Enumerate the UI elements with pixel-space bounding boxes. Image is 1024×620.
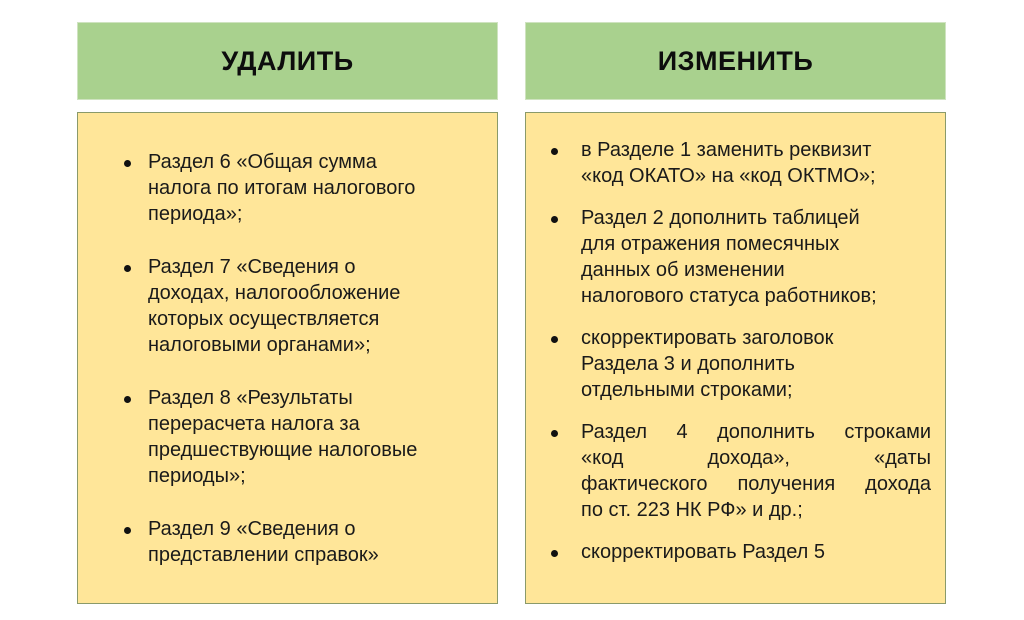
change-column bbox=[525, 22, 946, 563]
bullet-icon bbox=[551, 550, 558, 557]
list-item bbox=[581, 205, 931, 309]
change-list bbox=[581, 137, 931, 581]
delete-list bbox=[148, 149, 483, 595]
list-item-line: скорректировать Раздел 5 bbox=[581, 541, 826, 563]
list-item-line: Раздел 6 «Общая сумма bbox=[148, 151, 377, 173]
list-item-line: скорректировать заголовок bbox=[581, 327, 834, 349]
bullet-icon bbox=[551, 336, 558, 343]
list-item-line: Раздел 9 «Сведения о bbox=[148, 518, 356, 540]
list-item bbox=[148, 385, 483, 489]
delete-content-box bbox=[77, 112, 498, 604]
change-content-box bbox=[525, 112, 946, 604]
bullet-icon bbox=[124, 396, 131, 403]
list-item-line: в Разделе 1 заменить реквизит bbox=[581, 139, 872, 161]
list-item-line: налогового статуса работников; bbox=[581, 285, 877, 307]
list-item-line: фактического получения дохода bbox=[581, 473, 931, 495]
list-item-line: «код ОКАТО» на «код ОКТМО»; bbox=[581, 165, 876, 187]
list-item-line: доходах, налогообложение bbox=[148, 282, 401, 304]
list-item-line: Раздела 3 и дополнить bbox=[581, 353, 795, 375]
list-item bbox=[148, 516, 483, 568]
list-item-line: налоговыми органами»; bbox=[148, 334, 371, 356]
list-item-line: «код дохода», «даты bbox=[581, 447, 931, 469]
delete-header bbox=[77, 22, 498, 100]
change-title: ИЗМЕНИТЬ bbox=[657, 45, 814, 76]
list-item bbox=[581, 137, 931, 189]
bullet-icon bbox=[551, 148, 558, 155]
list-item bbox=[148, 254, 483, 358]
list-item bbox=[581, 325, 931, 403]
bullet-icon bbox=[551, 430, 558, 437]
list-item-line: данных об изменении bbox=[581, 259, 785, 281]
list-item-line: Раздел 4 дополнить строками bbox=[581, 421, 931, 443]
list-item-line: по ст. 223 НК РФ» и др.; bbox=[581, 499, 803, 521]
list-item-line: отдельными строками; bbox=[581, 379, 793, 401]
list-item bbox=[581, 419, 931, 523]
list-item-line: для отражения помесячных bbox=[581, 233, 840, 255]
list-item-line: предшествующие налоговые bbox=[148, 439, 418, 461]
bullet-icon bbox=[124, 160, 131, 167]
list-item bbox=[148, 149, 483, 227]
bullet-icon bbox=[124, 265, 131, 272]
list-item-line: Раздел 8 «Результаты bbox=[148, 387, 353, 409]
list-item-line: периода»; bbox=[148, 203, 243, 225]
delete-column bbox=[77, 22, 498, 566]
change-header bbox=[525, 22, 946, 100]
list-item bbox=[581, 539, 931, 565]
list-item-line: представлении справок» bbox=[148, 544, 379, 566]
bullet-icon bbox=[551, 216, 558, 223]
list-item-line: Раздел 2 дополнить таблицей bbox=[581, 207, 860, 229]
list-item-line: периоды»; bbox=[148, 465, 246, 487]
list-item-line: налога по итогам налогового bbox=[148, 177, 416, 199]
delete-title: УДАЛИТЬ bbox=[221, 45, 354, 76]
list-item-line: перерасчета налога за bbox=[148, 413, 360, 435]
list-item-line: которых осуществляется bbox=[148, 308, 380, 330]
list-item-line: Раздел 7 «Сведения о bbox=[148, 256, 356, 278]
bullet-icon bbox=[124, 527, 131, 534]
